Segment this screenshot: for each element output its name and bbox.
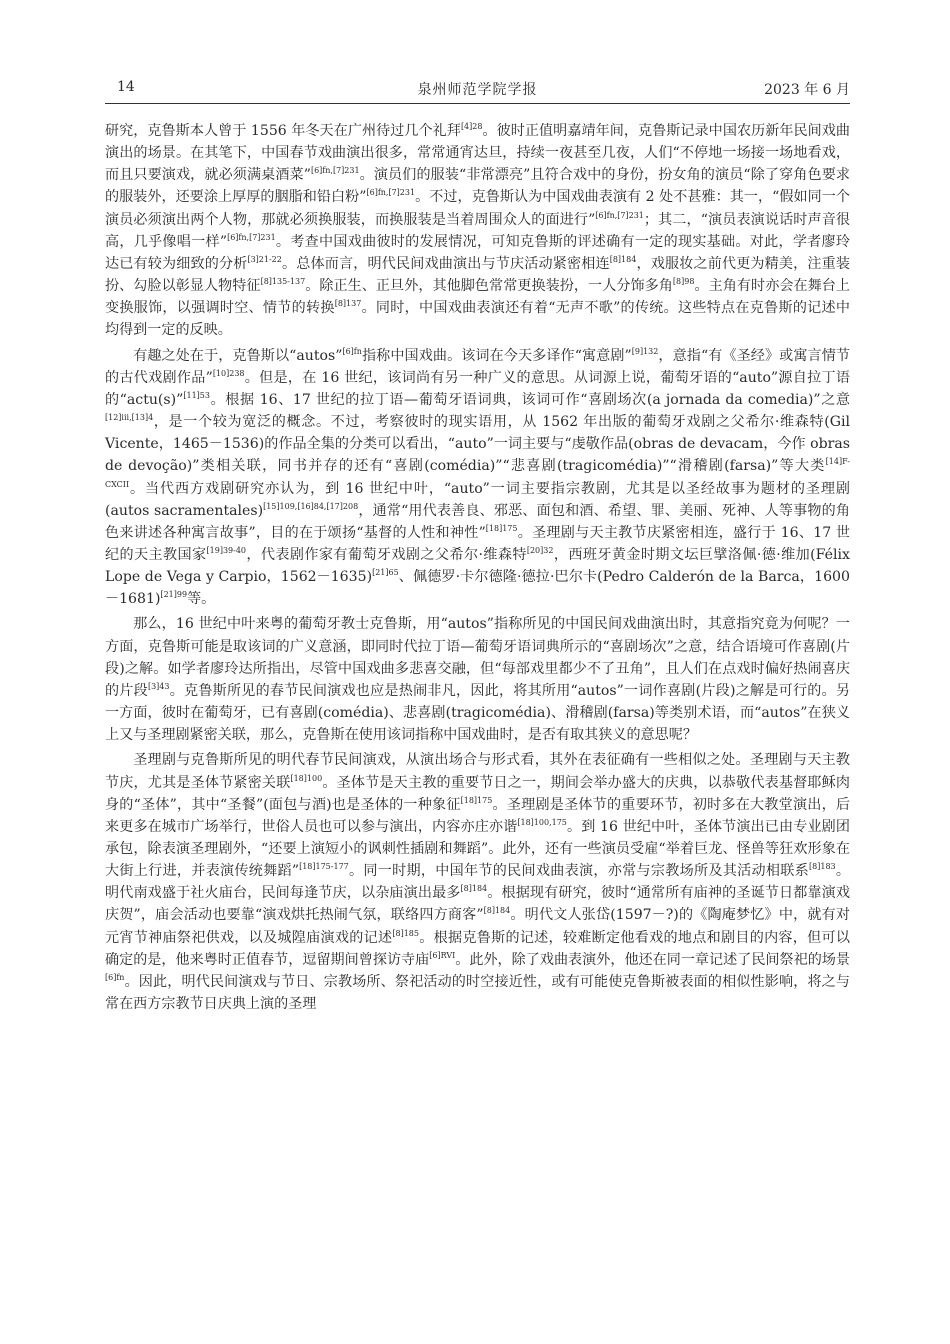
citation-ref: [3]21-22 bbox=[247, 254, 282, 264]
citation-ref: [18]175-177 bbox=[299, 862, 349, 872]
citation-ref: [8]137 bbox=[334, 299, 362, 309]
text-run: 。根据现有研究，彼时“通常所有庙神的圣诞节日都靠演戏庆贺”，庙会活动也要靠“演戏烘托热闹气氛，联络四方商客” bbox=[105, 885, 851, 924]
citation-ref: [18]100 bbox=[290, 773, 323, 783]
citation-ref: [12]iii,[13]4 bbox=[105, 413, 154, 423]
citation-ref: [18]175 bbox=[485, 523, 518, 533]
citation-ref: [8]184 bbox=[460, 884, 488, 894]
text-run: 。明代文人张岱(1597－?)的《陶庵梦忆》中，就有对元宵节神庙祭祀供戏，以及城隍庙演戏的记述 bbox=[105, 907, 850, 946]
text-run: 。考查中国戏曲彼时的发展情况，可知克鲁斯的评述确有一定的现实基础。对此，学者廖玲达已有较为细致的分析 bbox=[105, 233, 850, 272]
text-run: 。克鲁斯所见的春节民间演戏也应是热闹非凡，因此，将其所用“autos”一词作喜剧(片段)之解是可行的。另一方面，彼时在葡萄牙，已有喜剧(comédia)、悲喜剧(tragicomédia)、滑稽剧(farsa)等类别术语，而“autos”在狭义上又与圣理剧紧密关联，那么，克鲁斯在使用该词指称中国戏曲时，是否有取其狭义的意思呢？ bbox=[105, 682, 851, 744]
text-run: 。圣理剧是圣体节的重要环节，初时多在大教堂演出，后来更多在城市广场举行，世俗人员也可以参与演出，内容亦庄亦谐 bbox=[105, 796, 850, 835]
text-run: 。根据 16、17 世纪的拉丁语—葡萄牙语词典，该词可作“喜剧场次(a jornada da comedia)”之意 bbox=[209, 391, 850, 408]
citation-ref: [6]fn,[7]231 bbox=[310, 166, 360, 176]
citation-ref: [20]32 bbox=[526, 545, 554, 555]
text-run: 。演员们的服装“非常漂亮”且符合戏中的身份，扮女角的演员“除了穿角色要求的服装外，还要涂上厚厚的胭脂和铅白粉” bbox=[105, 167, 850, 206]
page-number: 14 bbox=[117, 79, 135, 95]
text-run: 。除正生、正旦外，其他脚色常常更换装扮，一人分饰多角 bbox=[305, 278, 673, 295]
text-run: 。圣理剧与天主教节庆紧密相连，盛行于 16、17 世纪的天主教国家 bbox=[105, 524, 850, 563]
text-run: 研究，克鲁斯本人曾于 1556 年冬天在广州待过几个礼拜 bbox=[105, 123, 461, 139]
text-run: 圣理剧与克鲁斯所见的明代春节民间演戏，从演出场合与形式看，其外在表征确有一些相似之处。圣理剧与天主教节庆，尤其是圣体节紧密关联 bbox=[105, 752, 850, 791]
citation-ref: [6]fn bbox=[105, 972, 125, 982]
citation-ref: [8]184 bbox=[483, 906, 511, 916]
paragraph-p4 bbox=[105, 749, 850, 1015]
citation-ref: [15]109,[16]84,[17]208 bbox=[263, 501, 359, 511]
citation-ref: [6]fn bbox=[342, 346, 362, 356]
citation-ref: [10]238 bbox=[212, 368, 245, 378]
article-body bbox=[105, 120, 850, 1015]
text-run: ，是一个较为宽泛的概念。不过，考察彼时的现实语用，从 1562 年出版的葡萄牙戏剧之父希尔·维森特(Gil Vicente，1465－1536)的作品全集的分类可以看出，“auto”一词主要与“虔敬作品(obras de devacam，今作 obras de devoção)”类相关联，同书并存的还有“喜剧(comédia)”“悲喜剧(tragicomédia)”“滑稽剧(farsa)”等大类 bbox=[105, 414, 850, 475]
text-run: 。但是，在 16 世纪，该词尚有另一种广义的意思。从词源上说，葡萄牙语的“auto”源自拉丁语的“actu(s)” bbox=[105, 369, 850, 408]
citation-ref: [6]RVI bbox=[429, 950, 456, 960]
paragraph-p3 bbox=[105, 613, 850, 746]
text-run: 指称中国戏曲。该词在今天多译作“寓意剧” bbox=[361, 347, 632, 364]
text-run: 。明代南戏盛于社火庙台，民间每逢节庆，以杂庙演出最多 bbox=[105, 863, 850, 902]
paragraph-p2 bbox=[105, 345, 850, 611]
text-run: 那么，16 世纪中叶来粤的葡萄牙教士克鲁斯，用“autos”指称所见的中国民间戏曲演出时，其意指究竟为何呢？一方面，克鲁斯可能是取该词的广义意涵，即同时代拉丁语—葡萄牙语词典所示的“喜剧场次”之意，结合语境可作喜剧(片段)之解。如学者廖玲达所指出，尽管中国戏曲多悲喜交融，但“每部戏里都少不了丑角”，且人们在点戏时偏好热闹喜庆的片段 bbox=[105, 616, 850, 699]
text-run: ；其二，“演员表演说话时声音很高，几乎像唱一样” bbox=[105, 211, 850, 250]
citation-ref: [4]28 bbox=[460, 122, 483, 131]
text-run: ，代表剧作家有葡萄牙戏剧之父希尔·维森特 bbox=[246, 546, 527, 563]
text-run: 。此外，除了戏曲表演外，他还在同一章记述了民间祭祀的场景 bbox=[455, 951, 850, 968]
citation-ref: [8]183 bbox=[809, 862, 836, 872]
citation-ref: [19]39-40 bbox=[206, 545, 246, 555]
text-run: ，西班牙黄金时期文坛巨擘洛佩·德·维加(Félix Lope de Vega y Carpio，1562－1635) bbox=[105, 546, 850, 586]
text-run: 。到 16 世纪中叶，圣体节演出已由专业剧团承包，除表演圣理剧外，“还要上演短小的讽刺性插剧和舞蹈”。此外，还有一些演员受雇“举着巨龙、怪兽等狂欢形象在大街上行进，并表演传统舞蹈” bbox=[105, 818, 850, 880]
text-run: ，戏服妆之前代更为精美，注重装扮、勾脸以彰显人物特征 bbox=[105, 255, 851, 295]
text-run: 。主角有时亦会在舞台上变换服饰，以强调时空、情节的转换 bbox=[105, 278, 851, 317]
citation-ref: [18]175 bbox=[460, 795, 493, 805]
text-run: 有趣之处在于，克鲁斯以“autos” bbox=[133, 347, 343, 364]
citation-ref: [8]184 bbox=[609, 254, 637, 264]
text-run: 、佩德罗·卡尔德隆·德拉·巴尔卡(Pedro Calderón de la Barca，1600－1681) bbox=[105, 569, 850, 608]
text-run: 。同一时期，中国年节的民间戏曲表演，亦常与宗教场所及其活动相联系 bbox=[348, 863, 810, 880]
text-run: 。同时，中国戏曲表演还有着“无声不歌”的传统。这些特点在克鲁斯的记述中均得到一定的反映。 bbox=[105, 300, 850, 339]
journal-title: 泉州师范学院学报 bbox=[417, 82, 538, 98]
citation-ref: [11]53 bbox=[183, 390, 210, 400]
citation-ref: [14]F-CXCII bbox=[105, 457, 850, 489]
issue-date: 2023 年 6 月 bbox=[764, 82, 850, 98]
text-run: 。根据克鲁斯的记述，较难断定他看戏的地点和剧目的内容，但可以确定的是，他来粤时正值春节，逗留期间曾探访寺庙 bbox=[105, 929, 851, 968]
citation-ref: [6]fn,[7]231 bbox=[595, 210, 644, 220]
text-run: 。总体而言，明代民间戏曲演出与节庆活动紧密相连 bbox=[281, 255, 610, 272]
citation-ref: [3]43 bbox=[147, 681, 170, 691]
citation-ref: [18]100,175 bbox=[517, 817, 567, 827]
text-run: ，通常“用代表善良、邪恶、面包和酒、希望、罪、美丽、死神、人等事物的角色来讲述各种寓言故事”，目的在于颂扬“基督的人性和神性” bbox=[105, 502, 850, 541]
citation-ref: [8]185 bbox=[392, 928, 419, 938]
citation-ref: [6]fn,[7]231 bbox=[366, 188, 416, 198]
paragraph-p1 bbox=[105, 120, 850, 342]
text-run: ，意指“有《圣经》或寓言情节的古代戏剧作品” bbox=[105, 347, 850, 386]
citation-ref: [21]65 bbox=[372, 568, 399, 578]
text-run: 等。 bbox=[187, 591, 216, 608]
text-run: 。因此，明代民间演戏与节日、宗教场所、祭祀活动的时空接近性，或有可能使克鲁斯被表面的相似性影响，将之与常在西方宗教节日庆典上演的圣理 bbox=[105, 973, 850, 1013]
text-run: 。彼时正值明嘉靖年间，克鲁斯记录中国农历新年民间戏曲演出的场景。在其笔下，中国春节戏曲演出很多，常常通宵达旦，持续一夜甚至几夜，人们“不停地一场接一场地看戏，而且只要演戏，就必须满桌酒菜” bbox=[105, 123, 851, 184]
text-run: 。圣体节是天主教的重要节日之一，期间会举办盛大的庆典，以恭敬代表基督耶稣肉身的“圣体”，其中“圣餐”(面包与酒)也是圣体的一种象征 bbox=[105, 774, 851, 813]
text-run: 。当代西方戏剧研究亦认为，到 16 世纪中叶，“auto”一词主要指宗教剧，尤其是以圣经故事为题材的圣理剧(autos sacramentales) bbox=[105, 480, 850, 519]
citation-ref: [21]99 bbox=[160, 590, 188, 600]
citation-ref: [8]135-137 bbox=[260, 277, 306, 287]
running-header bbox=[105, 77, 850, 104]
text-run: 。不过，克鲁斯认为中国戏曲表演有 2 处不甚雅：其一，“假如同一个演员必须演出两个人物，那就必须换服装，而换服装是当着周围众人的面进行” bbox=[105, 189, 850, 228]
citation-ref: [9]132 bbox=[631, 346, 659, 356]
citation-ref: [8]98 bbox=[672, 277, 695, 287]
citation-ref: [6]fn,[7]231 bbox=[227, 232, 276, 242]
